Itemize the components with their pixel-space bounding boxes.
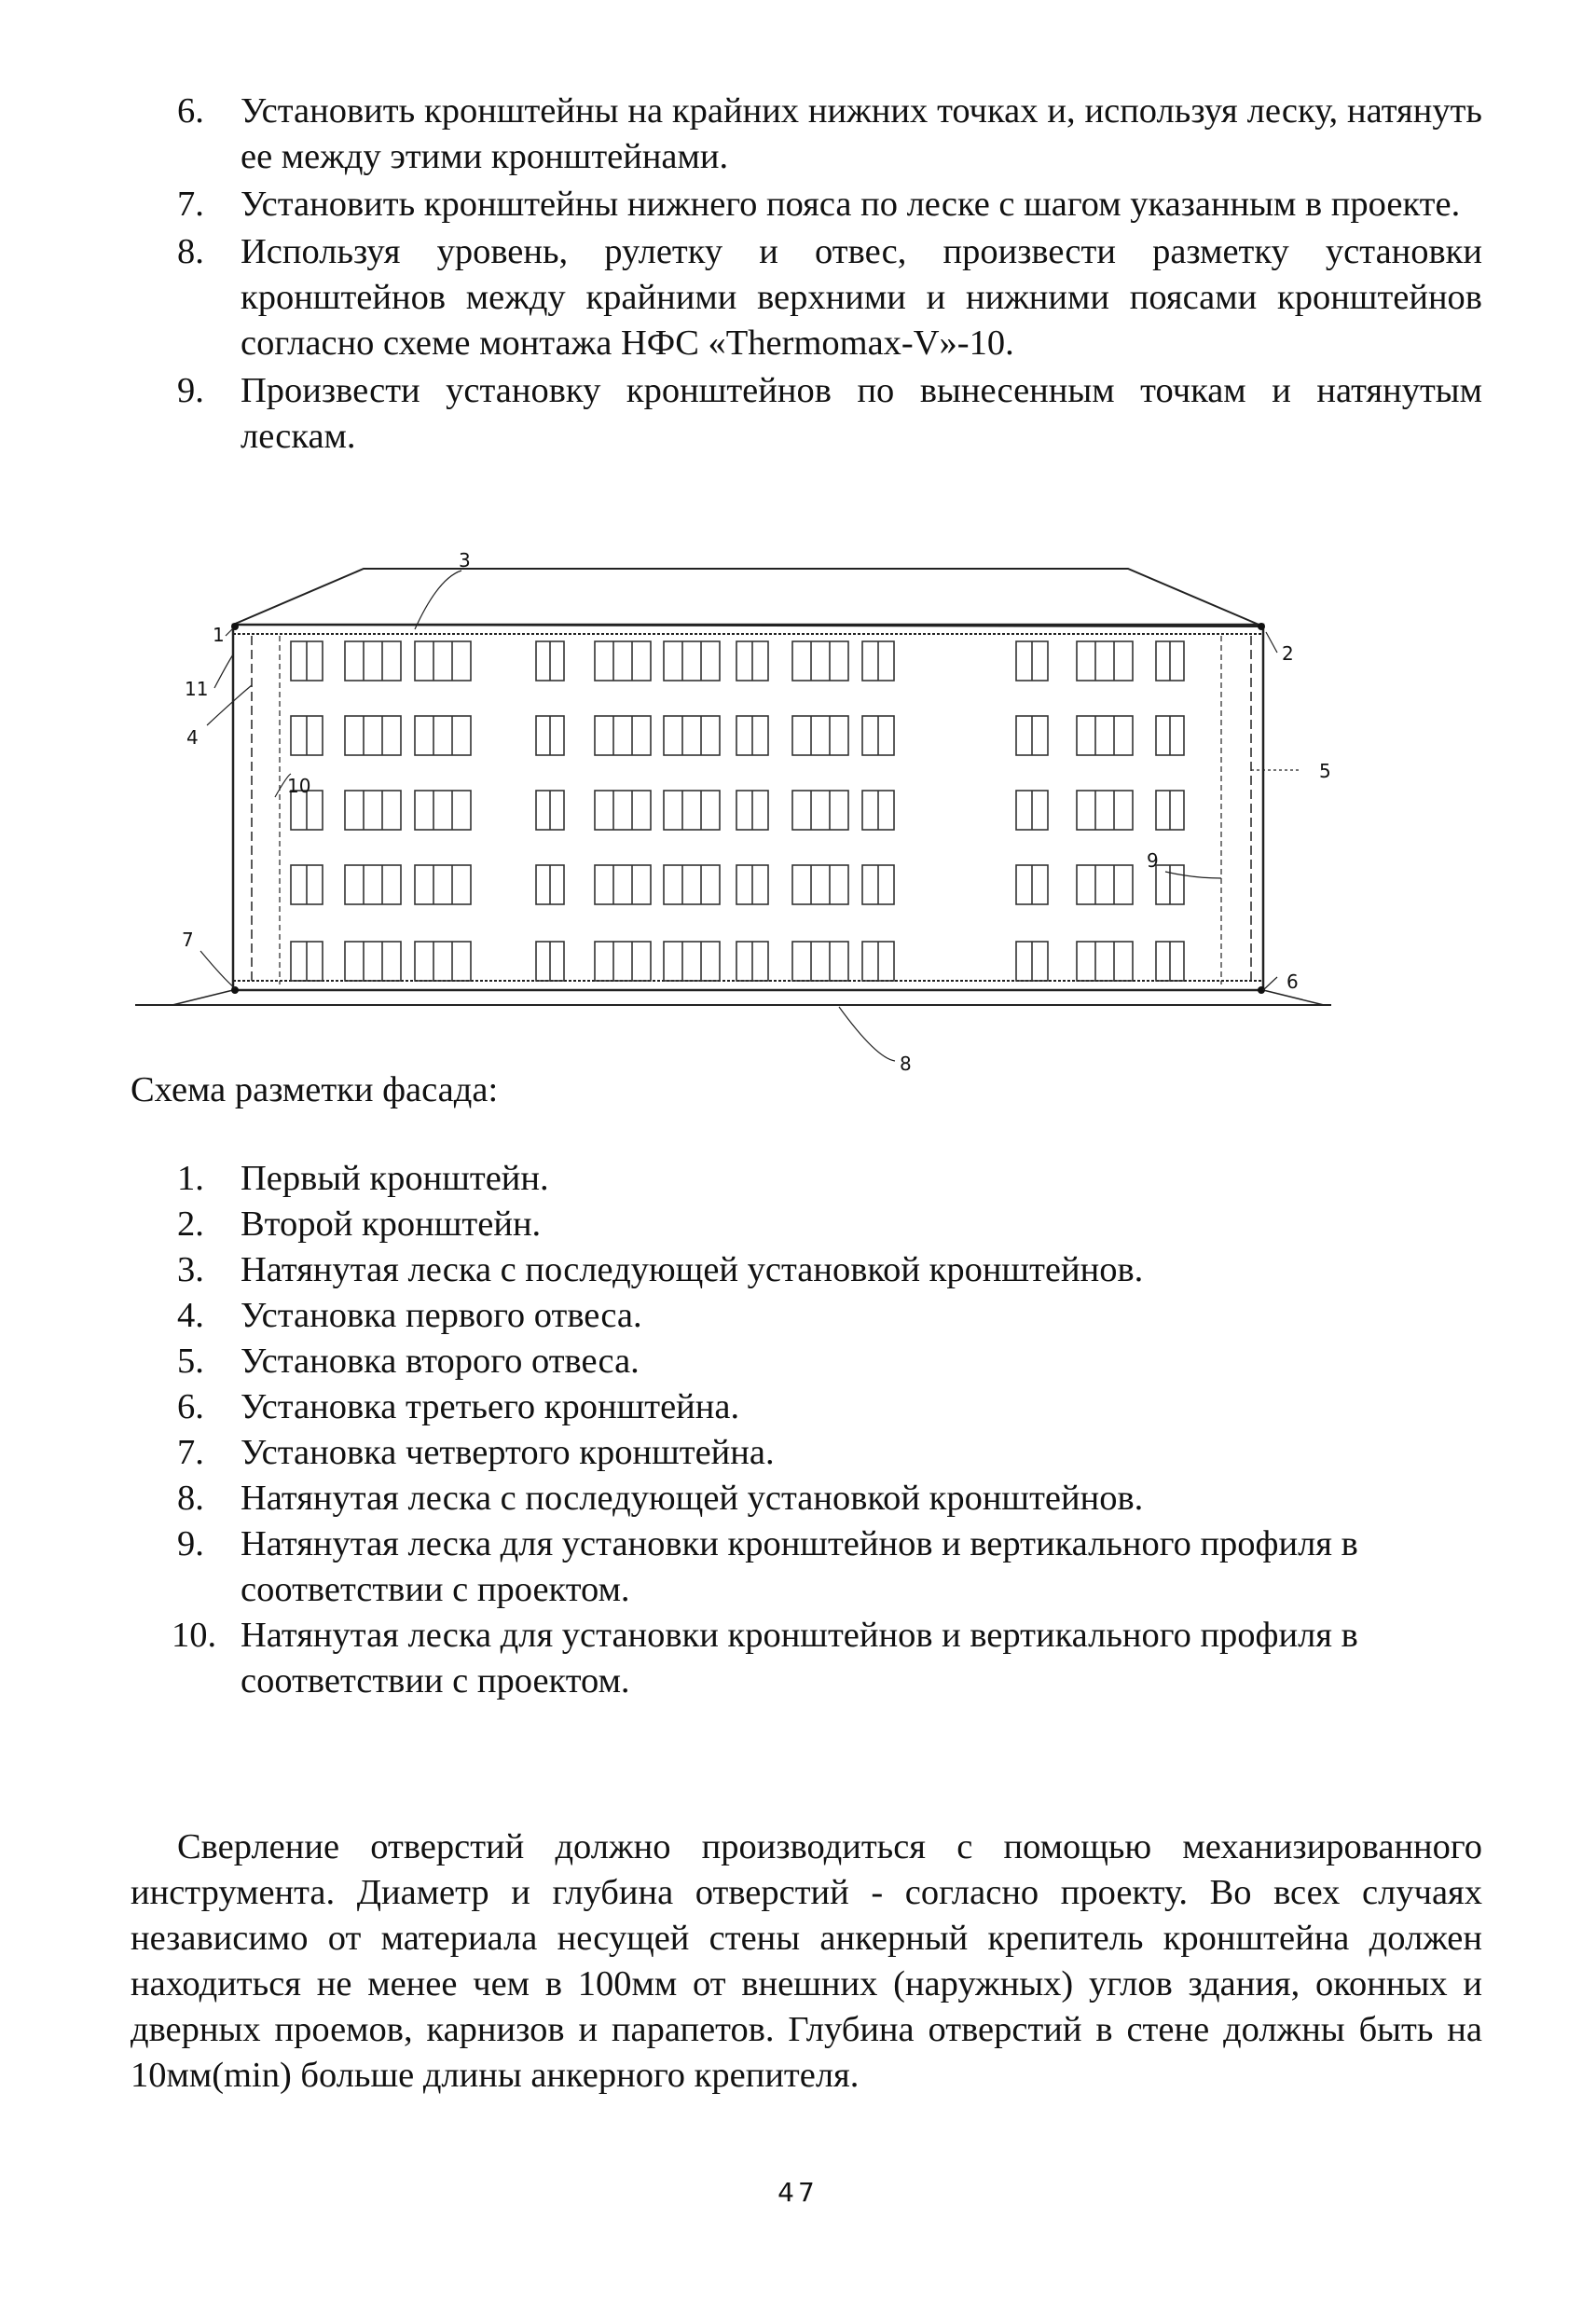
legend-item xyxy=(172,1613,1482,1704)
step-number: 8. xyxy=(177,232,204,271)
step-text: Установить кронштейны на крайних нижних точках и, используя леску, натянуть ее между этими кронштейнами. xyxy=(241,91,1482,176)
legend-text: Второй кронштейн. xyxy=(241,1205,542,1244)
bracket-2 xyxy=(1258,623,1265,630)
window xyxy=(595,942,651,981)
legend-text: Установка третьего кронштейна. xyxy=(241,1387,740,1426)
step-item xyxy=(177,368,1482,460)
legend-number: 3. xyxy=(177,1250,204,1289)
legend-item xyxy=(177,1247,1482,1293)
window xyxy=(1077,716,1133,755)
legend-text: Установка второго отвеса. xyxy=(241,1342,640,1381)
window xyxy=(415,791,471,830)
window xyxy=(792,865,848,904)
window xyxy=(345,716,401,755)
legend-text: Установка четвертого кронштейна. xyxy=(241,1433,775,1472)
leader-3 xyxy=(415,571,461,629)
legend-list xyxy=(172,1156,1482,1704)
legend-number: 7. xyxy=(177,1433,204,1472)
legend-number: 2. xyxy=(177,1205,204,1244)
body-paragraph-text: Сверление отверстий должно производиться с помощью механизированного инструмента. Диаметр и глубина отверстий - согласно проекту. Во всех случаях независимо от материала несущей стены анкерный крепитель кронштейна должен находиться не менее чем в 100мм от внешних (наружных) углов здания, оконных и дверных проемов, карнизов и парапетов. Глубина отверстий в стене должны быть на 10мм(min) больше длины анкерного крепителя. xyxy=(131,1826,1482,2095)
window xyxy=(664,791,720,830)
step-text: Установить кронштейны нижнего пояса по леске с шагом указанным в проекте. xyxy=(241,185,1461,224)
step-text: Используя уровень, рулетку и отвес, произвести разметку установки кронштейнов между крайними верхними и нижними поясами кронштейнов согласно схеме монтажа НФС «Thermomax-V»-10. xyxy=(241,232,1482,363)
callout-6: 6 xyxy=(1286,971,1299,993)
leader-4 xyxy=(207,685,252,725)
window xyxy=(345,641,401,681)
callout-10: 10 xyxy=(287,775,311,797)
step-item xyxy=(177,182,1482,227)
leader-8 xyxy=(839,1007,895,1061)
facade-svg xyxy=(121,550,1352,1072)
callout-5: 5 xyxy=(1319,760,1331,782)
legend-number: 10. xyxy=(172,1616,217,1655)
window xyxy=(1077,865,1133,904)
legend-number: 5. xyxy=(177,1342,204,1381)
step-number: 9. xyxy=(177,371,204,410)
bracket-7 xyxy=(231,986,239,994)
window xyxy=(415,641,471,681)
window xyxy=(1077,641,1133,681)
windows-grid xyxy=(291,641,1184,981)
leader-11 xyxy=(214,654,233,688)
legend-item xyxy=(177,1202,1482,1247)
legend-text: Натянутая леска с последующей установкой кронштейнов. xyxy=(241,1250,1144,1289)
legend-item xyxy=(177,1521,1482,1613)
step-text: Произвести установку кронштейнов по вынесенным точкам и натянутым лескам. xyxy=(241,371,1482,456)
facade-marking-diagram xyxy=(121,550,1352,1072)
callout-7: 7 xyxy=(182,929,194,951)
step-number: 7. xyxy=(177,185,204,224)
legend-number: 4. xyxy=(177,1296,204,1335)
window xyxy=(345,865,401,904)
window xyxy=(415,942,471,981)
legend-text: Установка первого отвеса. xyxy=(241,1296,642,1335)
facade-wall xyxy=(233,625,1263,990)
legend-item xyxy=(177,1156,1482,1202)
callout-11: 11 xyxy=(185,678,209,700)
window xyxy=(595,716,651,755)
leader-6 xyxy=(1263,977,1277,990)
legend-item xyxy=(177,1293,1482,1339)
legend-text: Первый кронштейн. xyxy=(241,1159,549,1198)
window xyxy=(595,865,651,904)
window xyxy=(1077,942,1133,981)
window xyxy=(415,865,471,904)
window xyxy=(415,716,471,755)
legend-number: 6. xyxy=(177,1387,204,1426)
window xyxy=(595,641,651,681)
step-number: 6. xyxy=(177,91,204,131)
page-number: 47 xyxy=(777,2177,819,2208)
leader-9 xyxy=(1165,872,1221,878)
window xyxy=(664,716,720,755)
callout-9: 9 xyxy=(1147,849,1159,872)
window xyxy=(1077,791,1133,830)
window xyxy=(792,942,848,981)
callout-2: 2 xyxy=(1282,642,1294,665)
roof xyxy=(233,569,1263,626)
legend-text: Натянутая леска с последующей установкой кронштейнов. xyxy=(241,1479,1144,1518)
legend-number: 9. xyxy=(177,1524,204,1563)
callout-1: 1 xyxy=(213,624,225,646)
step-item xyxy=(177,89,1482,180)
legend-item xyxy=(177,1384,1482,1430)
legend-item xyxy=(177,1476,1482,1521)
window xyxy=(345,791,401,830)
step-item xyxy=(177,229,1482,366)
legend-number: 8. xyxy=(177,1479,204,1518)
window xyxy=(792,716,848,755)
callout-3: 3 xyxy=(459,550,471,571)
callout-8: 8 xyxy=(900,1053,912,1072)
window xyxy=(664,641,720,681)
legend-text: Натянутая леска для установки кронштейнов и вертикального профиля в соответствии с проектом. xyxy=(241,1524,1358,1609)
figure-caption: Схема разметки фасада: xyxy=(131,1070,499,1109)
callout-4: 4 xyxy=(186,726,199,749)
window xyxy=(664,942,720,981)
legend-item xyxy=(177,1339,1482,1384)
window xyxy=(792,641,848,681)
legend-number: 1. xyxy=(177,1159,204,1198)
legend-item xyxy=(177,1430,1482,1476)
legend-text: Натянутая леска для установки кронштейнов и вертикального профиля в соответствии с проектом. xyxy=(241,1616,1358,1700)
window xyxy=(792,791,848,830)
window xyxy=(595,791,651,830)
leader-2 xyxy=(1266,632,1277,653)
leader-7 xyxy=(200,951,235,988)
ground-slope-left xyxy=(172,990,233,1005)
window xyxy=(664,865,720,904)
installation-steps xyxy=(177,89,1482,461)
body-paragraph xyxy=(131,1824,1482,2099)
window xyxy=(345,942,401,981)
